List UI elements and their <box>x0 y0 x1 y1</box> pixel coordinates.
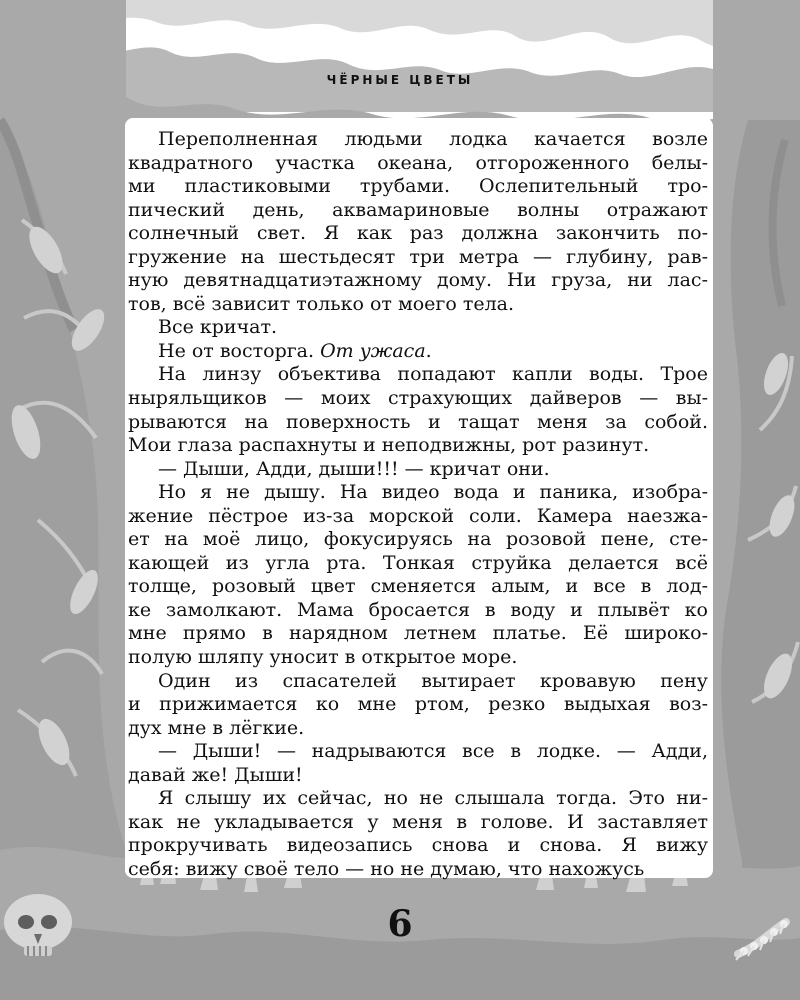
paragraph-line-10 <box>128 340 708 364</box>
paragraph-line-31: прокручивать видеозапись снова и снова. Я вижу <box>128 834 708 857</box>
paragraph-line-2: квадратного участка океана, отгороженного белы- <box>128 151 708 174</box>
paragraph-line-9: Все кричат. <box>158 316 278 339</box>
paragraph-line-21: ке замолкают. Мама бросается в воду и плывёт ко <box>128 598 708 621</box>
paragraph-line-7: ную девятнадцатиэтажному дому. Ни груза, ни лас- <box>128 269 708 292</box>
italic-text-segment: От ужаса <box>320 339 426 362</box>
paragraph-line-1: Переполненная людьми лодка качается возле <box>158 128 708 150</box>
paragraph-line-19: кающей из угла рта. Тонкая струйка делается всё <box>128 551 708 574</box>
paragraph-line-20: толще, розовый цвет сменяется алым, и все в лод- <box>128 575 708 598</box>
paragraph-line-23: полую шляпу уносит в открытое море. <box>128 646 518 669</box>
paragraph-line-6: гружение на шестьдесят три метра — глубину, рав- <box>128 245 708 268</box>
paragraph-line-13: рываются на поверхность и тащат меня за собой. <box>128 410 708 433</box>
paragraph-line-30: как не укладывается у меня в голове. И заставляет <box>128 810 708 833</box>
paragraph-line-27: — Дыши! — надрываются все в лодке. — Адди, <box>158 740 708 763</box>
paragraph-line-28: давай же! Дыши! <box>128 763 303 786</box>
paragraph-line-26: дух мне в лёгкие. <box>128 716 305 739</box>
paragraph-line-15: — Дыши, Адди, дыши!!! — кричат они. <box>158 457 550 480</box>
paragraph-line-3: ми пластиковыми трубами. Ослепительный тро- <box>128 175 708 198</box>
paragraph-line-24: Один из спасателей вытирает кровавую пену <box>158 669 708 692</box>
paragraph-line-4: пический день, аквамариновые волны отражают <box>128 198 708 221</box>
trailing-punctuation: . <box>425 339 432 362</box>
paragraph-line-17: жение пёстрое из-за морской соли. Камера наезжа- <box>128 504 708 527</box>
paragraph-line-18: ет на моё лицо, фокусируясь на розовой пене, сте- <box>128 528 708 551</box>
paragraph-line-11: На линзу объектива попадают капли воды. Трое <box>158 363 708 386</box>
plain-text-segment: Не от восторга. <box>158 339 321 362</box>
paragraph-line-8: тов, всё зависит только от моего тела. <box>128 292 515 315</box>
paragraph-line-25: и прижимается ко мне ртом, резко выдыхая воз- <box>128 693 708 716</box>
paragraph-line-29: Я слышу их сейчас, но не слышала тогда. Это ни- <box>158 787 708 810</box>
paragraph-line-16: Но я не дышу. На видео вода и паника, изобра- <box>158 481 708 504</box>
paragraph-line-32: себя: вижу своё тело — но не думаю, что нахожусь <box>128 857 645 880</box>
paragraph-line-12: ныряльщиков — моих страхующих дайверов — вы- <box>128 387 708 410</box>
running-header: ЧЁРНЫЕ ЦВЕТЫ <box>326 73 474 87</box>
page-number: 6 <box>387 903 413 945</box>
paragraph-line-22: мне прямо в нарядном летнем платье. Её широко- <box>128 622 708 645</box>
paragraph-line-14: Мои глаза распахнуты и неподвижны, рот разинут. <box>128 434 650 457</box>
paragraph-line-5: солнечный свет. Я как раз должна закончить по- <box>128 222 708 245</box>
main-text <box>128 128 708 882</box>
